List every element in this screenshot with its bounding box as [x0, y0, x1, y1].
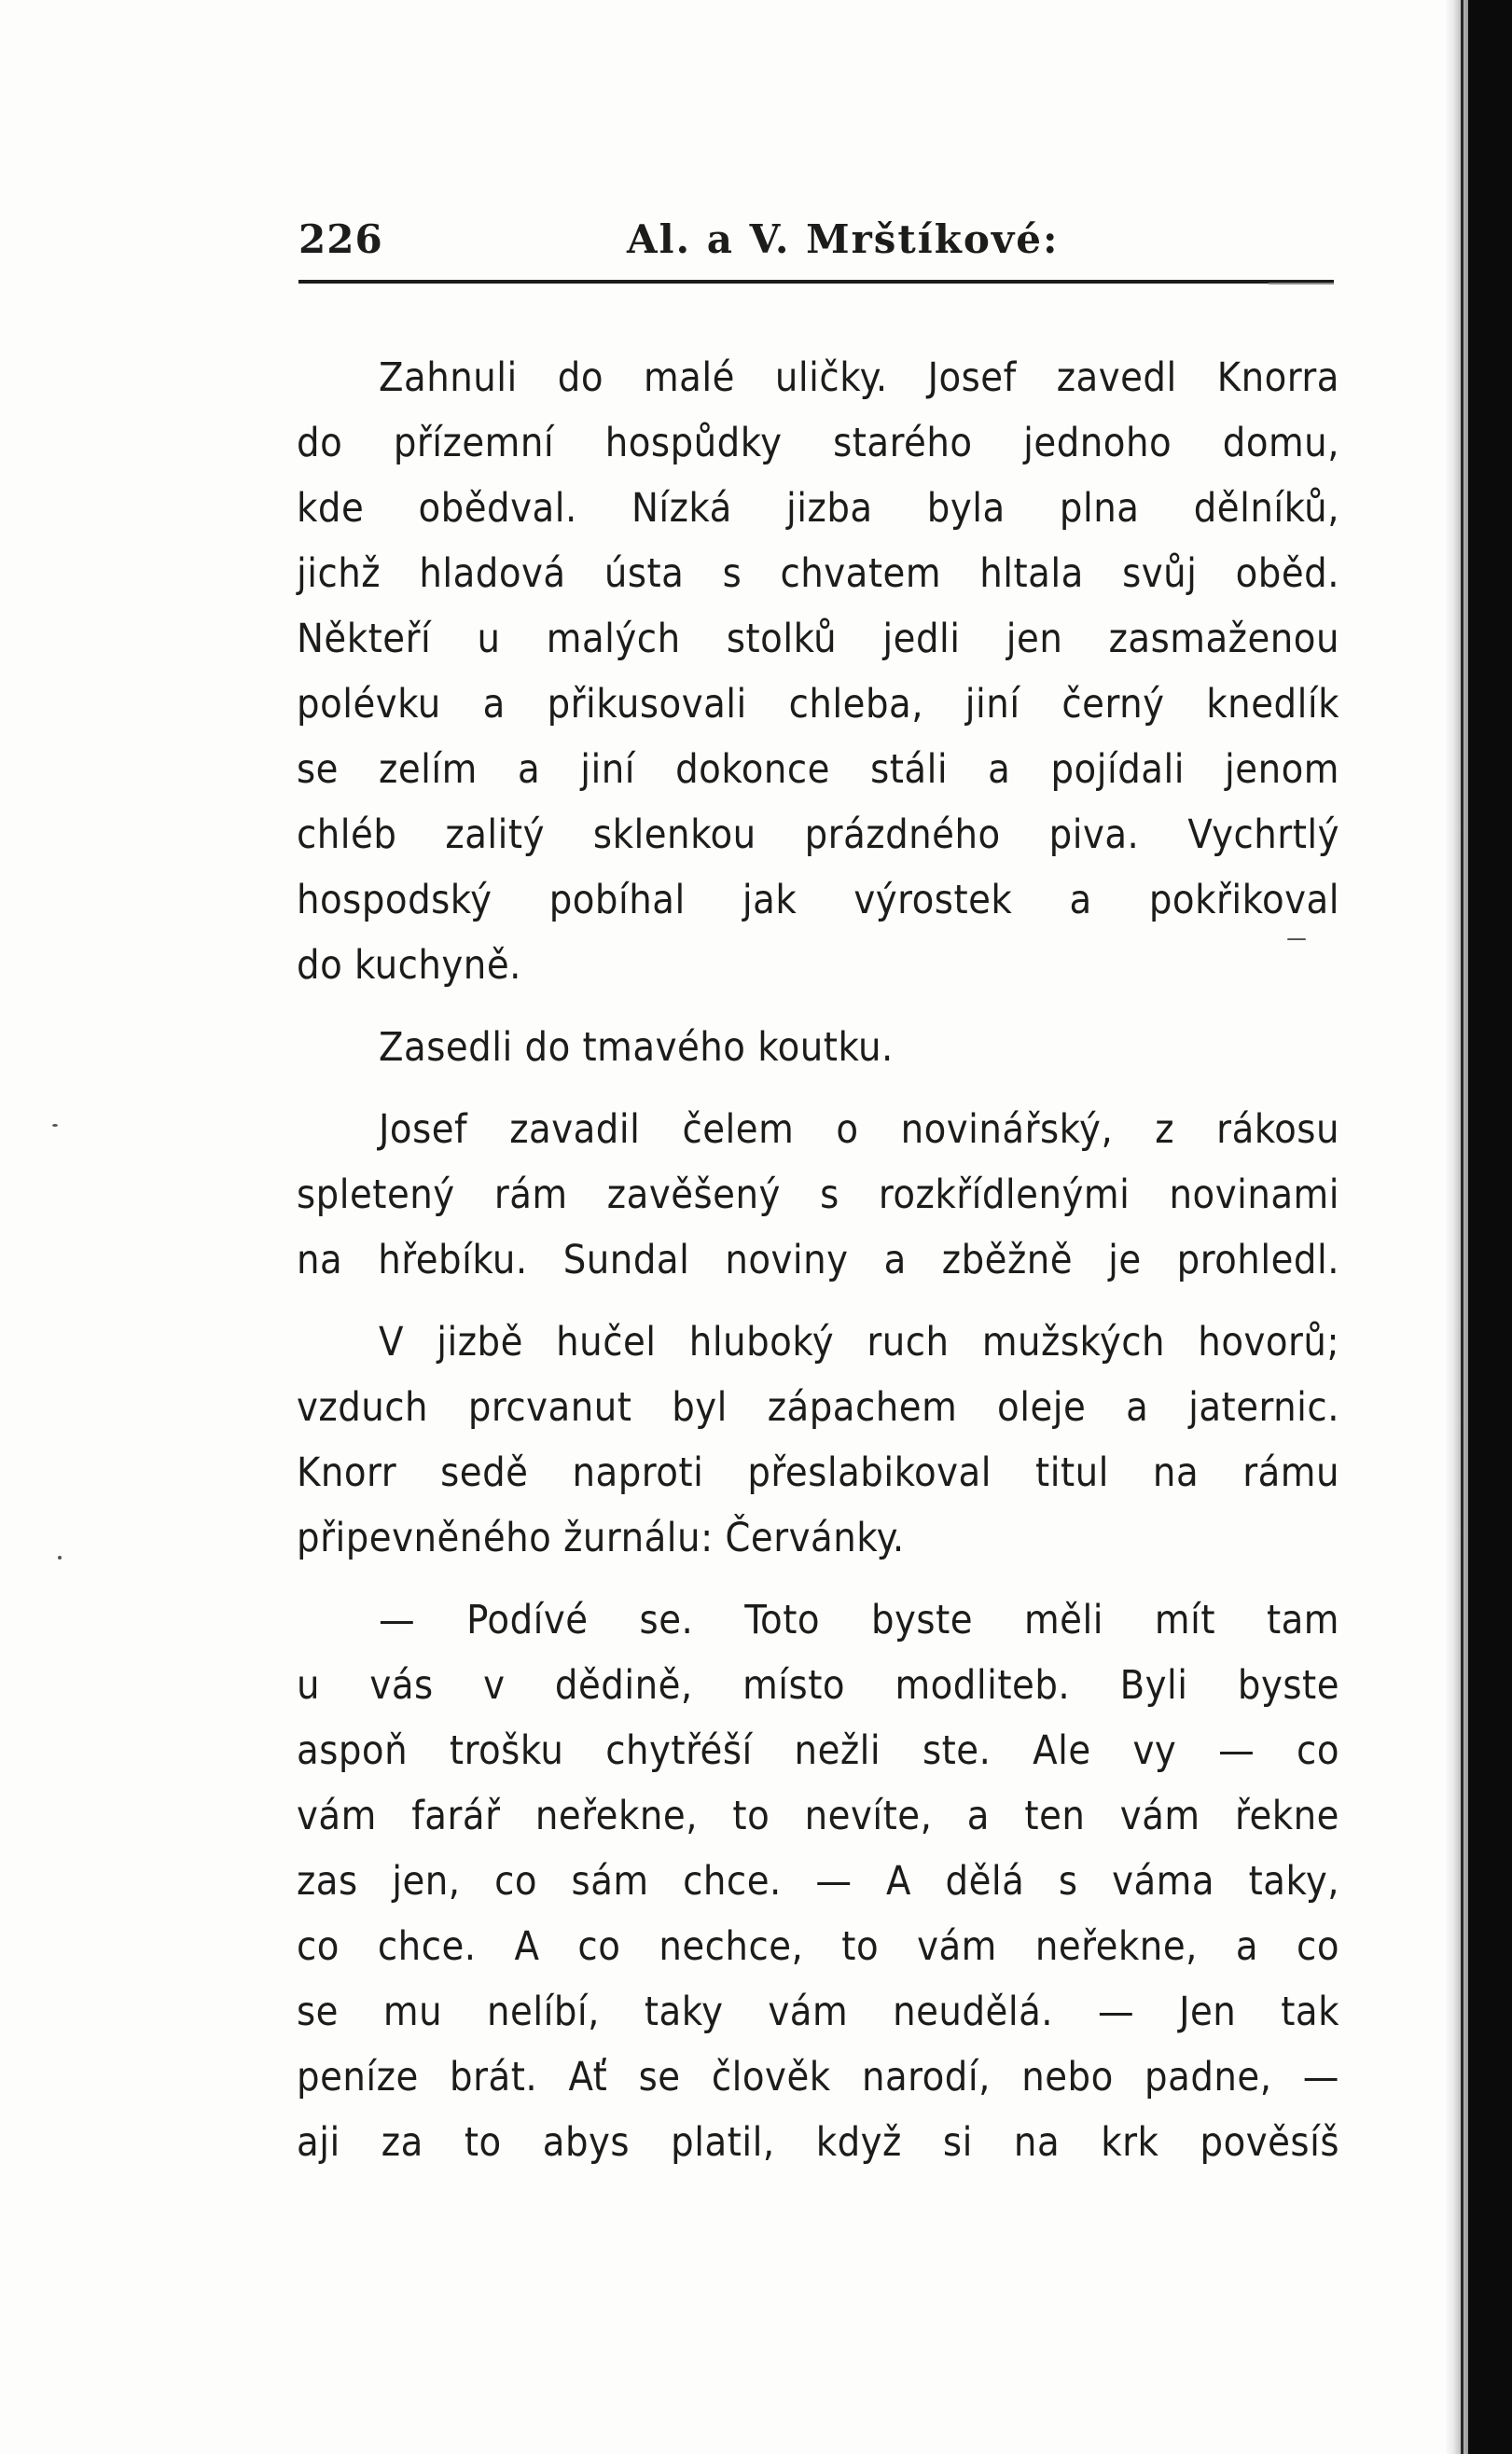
paragraph-1	[297, 345, 1339, 998]
print-speck	[52, 1124, 58, 1127]
text-line: polévku a přikusovali chleba, jiní černý knedlík	[297, 681, 1339, 728]
paragraph-4	[297, 1310, 1339, 1571]
text-line: vám farář neřekne, to nevíte, a ten vám řekne	[297, 1793, 1339, 1839]
text-line: kde obědval. Nízká jizba byla plna dělníků,	[297, 485, 1339, 532]
text-line: se zelím a jiní dokonce stáli a pojídali jenom	[297, 746, 1339, 793]
text-line: vzduch prcvanut byl zápachem oleje a jaternic.	[297, 1384, 1339, 1431]
text-line: do kuchyně.	[297, 942, 521, 989]
body-text	[297, 345, 1339, 2175]
page-gutter-shadow	[1444, 0, 1468, 2454]
text-line: aspoň trošku chytřéší nežli ste. Ale vy — co	[297, 1727, 1339, 1774]
text-line: jichž hladová ústa s chvatem hltala svůj oběd.	[297, 550, 1339, 597]
text-line: připevněného žurnálu: Červánky.	[297, 1515, 905, 1561]
text-line: Zasedli do tmavého koutku.	[379, 1024, 894, 1071]
paragraph-5	[297, 1587, 1339, 2175]
book-binding-edge	[1468, 0, 1512, 2454]
text-line: se mu nelíbí, taky vám neudělá. — Jen tak	[297, 1989, 1339, 2035]
text-line: hospodský pobíhal jak výrostek a pokřikoval	[297, 877, 1339, 923]
header-rule	[298, 280, 1334, 284]
text-line: Zahnuli do malé uličky. Josef zavedl Knorra	[379, 354, 1339, 401]
text-line: do přízemní hospůdky starého jednoho domu,	[297, 420, 1339, 466]
text-line: Někteří u malých stolků jedli jen zasmaženou	[297, 616, 1339, 662]
paragraph-3	[297, 1097, 1339, 1293]
text-line: Josef zavadil čelem o novinářský, z rákosu	[379, 1106, 1339, 1153]
text-line: co chce. A co nechce, to vám neřekne, a co	[297, 1923, 1339, 1970]
text-line: zas jen, co sám chce. — A dělá s váma taky,	[297, 1858, 1339, 1905]
text-line: aji za to abys platil, když si na krk pověsíš	[297, 2119, 1339, 2166]
text-line: V jizbě hučel hluboký ruch mužských hovorů;	[379, 1319, 1339, 1366]
print-speck	[1287, 938, 1306, 940]
page-number: 226	[298, 216, 383, 262]
text-line: — Podívé se. Toto byste měli mít tam	[379, 1597, 1339, 1643]
running-title: Al. a V. Mrštíkové:	[627, 216, 1060, 262]
text-line: peníze brát. Ať se člověk narodí, nebo padne, —	[297, 2054, 1339, 2100]
text-line: Knorr sedě naproti přeslabikoval titul na rámu	[297, 1449, 1339, 1496]
print-speck	[58, 1556, 62, 1560]
text-line: chléb zalitý sklenkou prázdného piva. Vychrtlý	[297, 811, 1339, 858]
text-line: spletený rám zavěšený s rozkřídlenými novinami	[297, 1172, 1339, 1218]
text-line: u vás v dědině, místo modliteb. Byli byste	[297, 1662, 1339, 1709]
header-rule-tail	[1269, 283, 1334, 284]
binding-line	[1461, 0, 1463, 2454]
paragraph-2	[297, 1015, 1339, 1080]
running-head	[298, 216, 1334, 272]
text-line: na hřebíku. Sundal noviny a zběžně je prohledl.	[297, 1237, 1339, 1283]
